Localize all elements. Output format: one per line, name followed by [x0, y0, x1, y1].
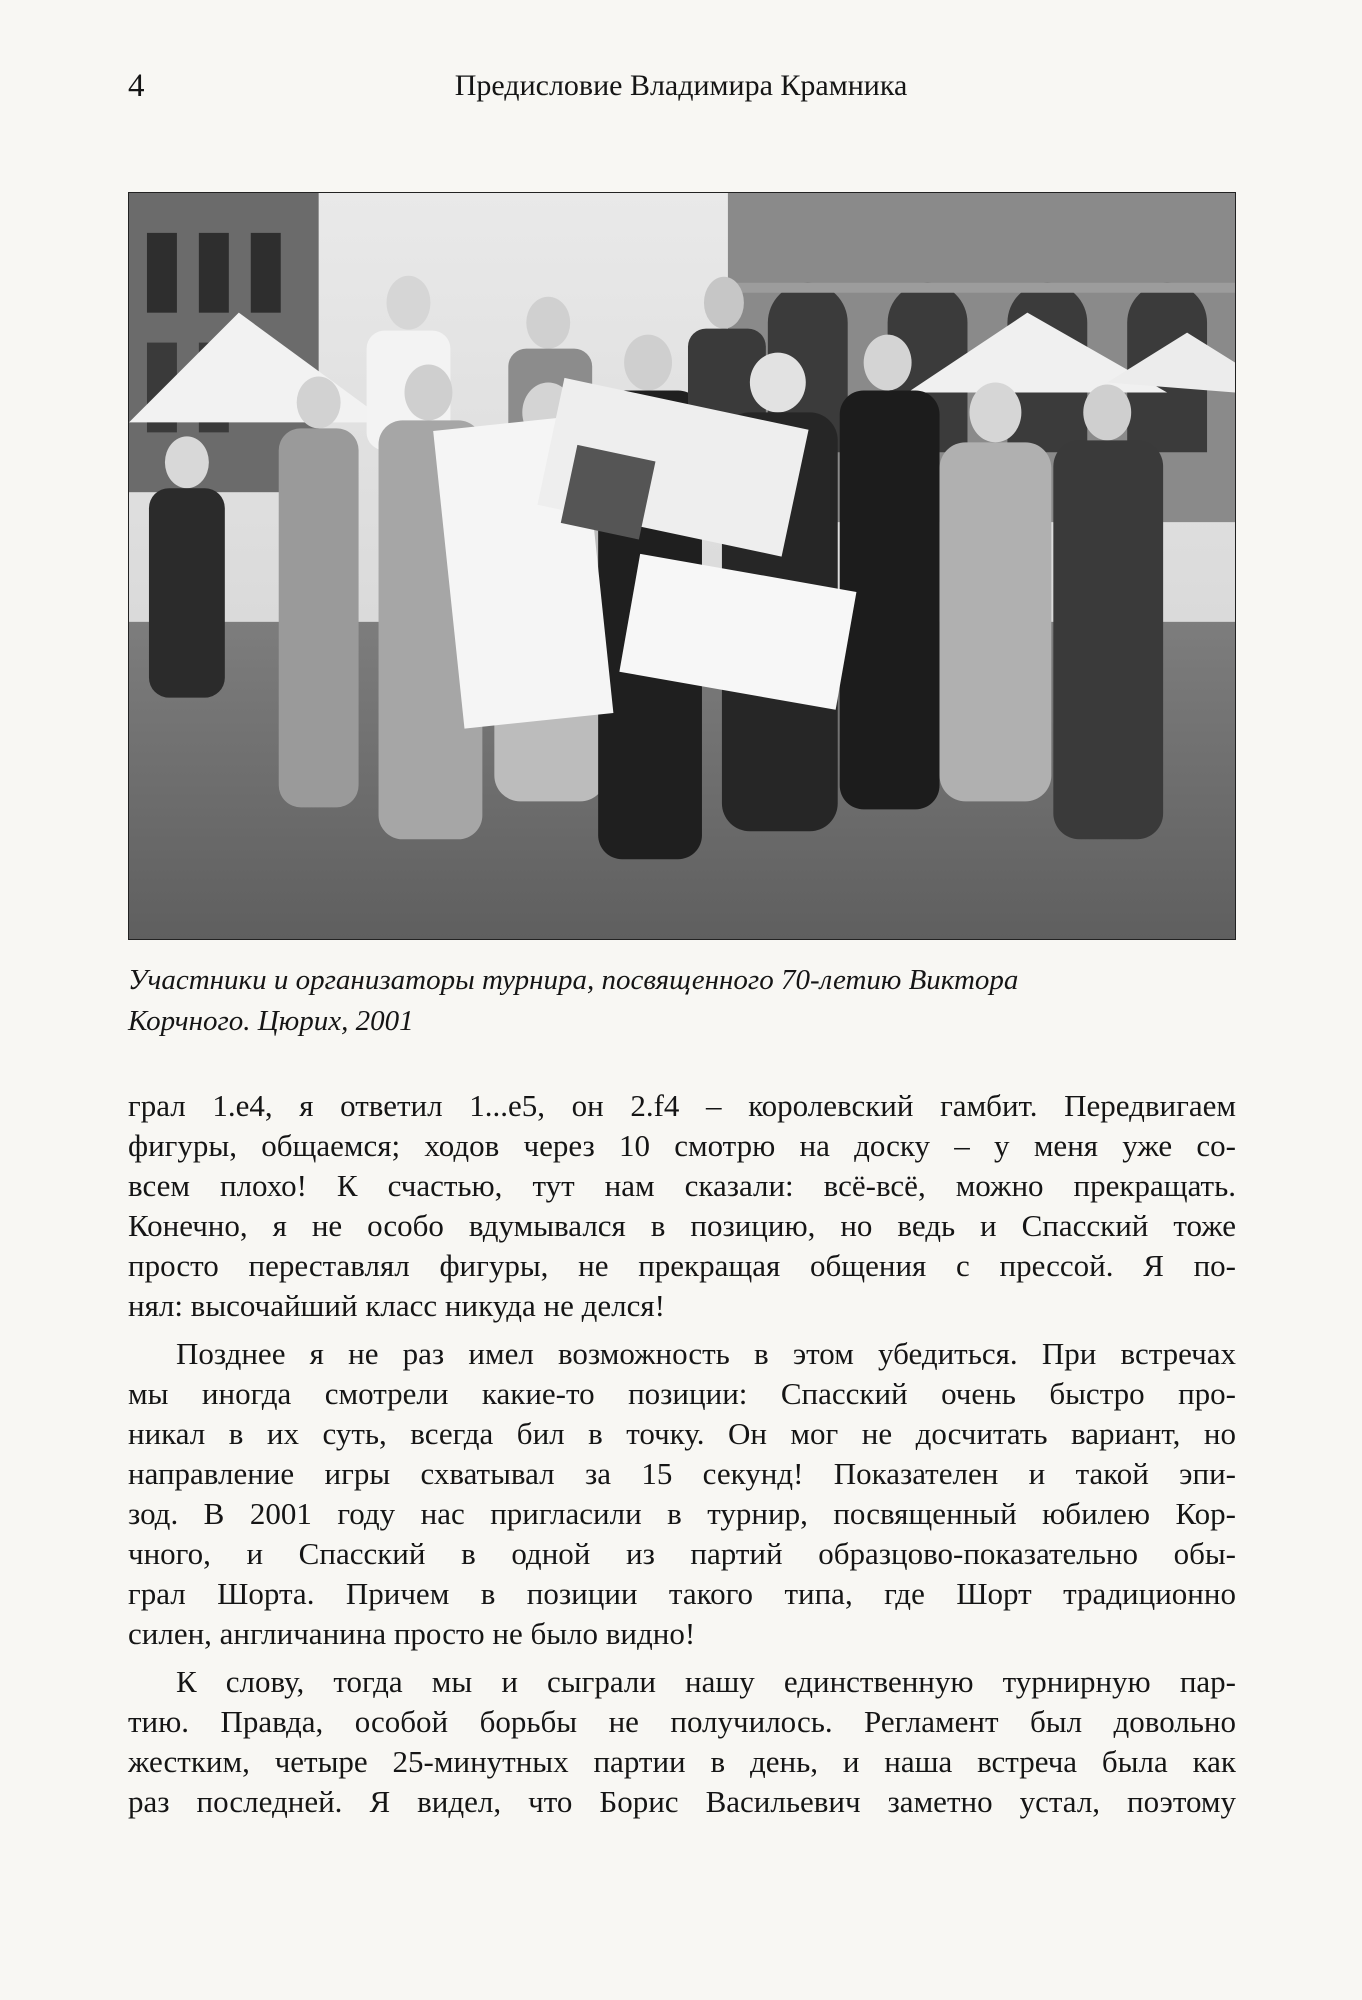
caption-line: Участники и организаторы турнира, посвященного 70-летию Виктора — [128, 964, 1019, 996]
text-line: чного, и Спасский в одной из партий образцово-показательно обы- — [128, 1536, 1236, 1571]
text-line: просто переставлял фигуры, не прекращая общения с прессой. Я по- — [128, 1248, 1236, 1283]
text-line: нял: высочайший класс никуда не делся! — [128, 1288, 665, 1323]
text-line: зод. В 2001 году нас пригласили в турнир, посвященный юбилею Кор- — [128, 1496, 1236, 1531]
paragraph — [128, 1662, 1236, 1822]
text-line: грал 1.e4, я ответил 1...e5, он 2.f4 – королевский гамбит. Передвигаем — [128, 1088, 1236, 1123]
photo-caption — [128, 960, 1236, 1042]
text-line: жестким, четыре 25-минутных партии в день, и наша встреча была как — [128, 1744, 1236, 1779]
text-line: направление игры схватывал за 15 секунд! Показателен и такой эпи- — [128, 1456, 1236, 1491]
text-line: грал Шорта. Причем в позиции такого типа, где Шорт традиционно — [128, 1576, 1236, 1611]
text-line: Конечно, я не особо вдумывался в позицию, но ведь и Спасский тоже — [128, 1208, 1236, 1243]
text-line: фигуры, общаемся; ходов через 10 смотрю на доску – у меня уже со- — [128, 1128, 1236, 1163]
text-line: всем плохо! К счастью, тут нам сказали: всё-всё, можно прекращать. — [128, 1168, 1236, 1203]
text-line: мы иногда смотрели какие-то позиции: Спасский очень быстро про- — [128, 1376, 1236, 1411]
text-line: тию. Правда, особой борьбы не получилось. Регламент был довольно — [128, 1704, 1236, 1739]
page-number: 4 — [128, 68, 145, 104]
text-line: раз последней. Я видел, что Борис Васильевич заметно устал, поэтому — [128, 1784, 1236, 1819]
group-photo-illustration — [129, 193, 1235, 939]
body-text — [128, 1086, 1236, 1830]
running-title: Предисловие Владимира Крамника — [454, 69, 908, 102]
paragraph — [128, 1086, 1236, 1326]
text-line: К слову, тогда мы и сыграли нашу единственную турнирную пар- — [176, 1664, 1236, 1699]
text-line: силен, англичанина просто не было видно! — [128, 1616, 696, 1651]
group-photo — [128, 192, 1236, 940]
paragraph — [128, 1334, 1236, 1654]
caption-line: Корчного. Цюрих, 2001 — [128, 1005, 414, 1037]
text-line: Позднее я не раз имел возможность в этом убедиться. При встречах — [176, 1336, 1236, 1371]
text-line: никал в их суть, всегда бил в точку. Он мог не досчитать вариант, но — [128, 1416, 1236, 1451]
